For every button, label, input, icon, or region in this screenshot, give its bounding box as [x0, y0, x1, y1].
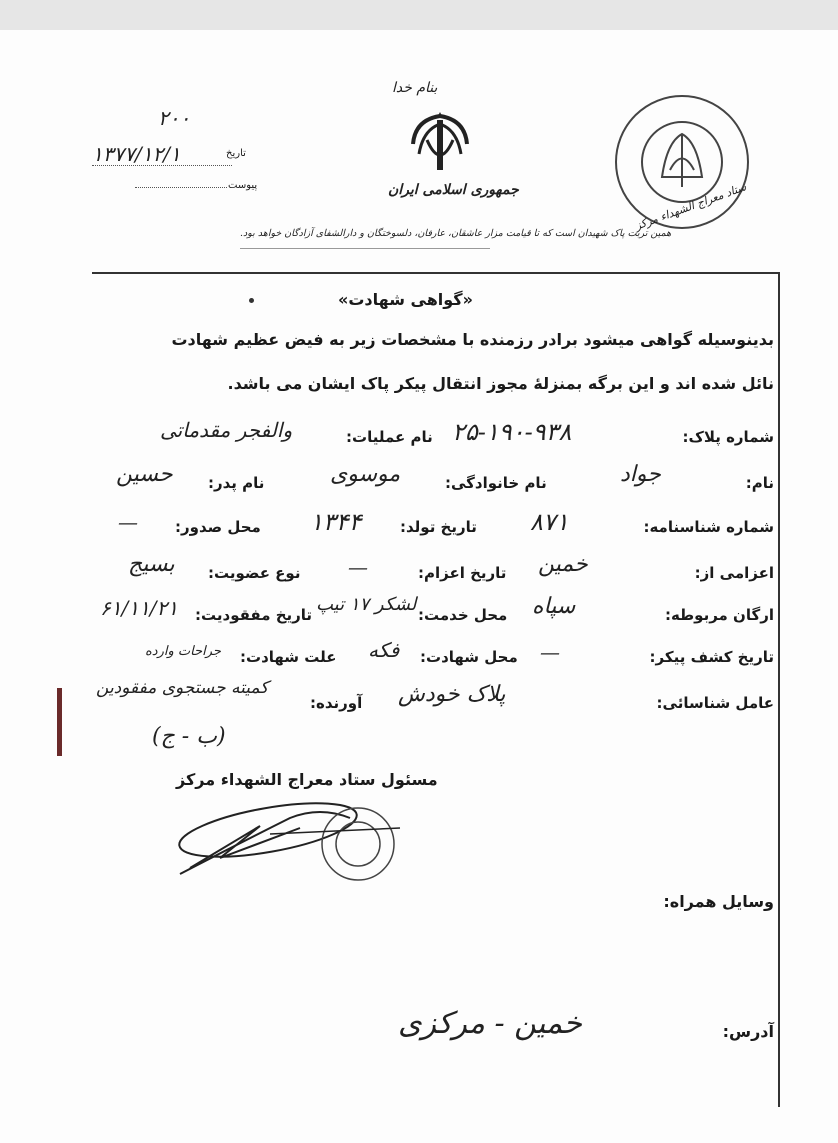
form-frame-top [92, 272, 780, 274]
motto-underline [240, 248, 490, 249]
letter-number: ۲۰۰ [158, 106, 191, 130]
intro-line-2: نائل شده اند و این برگه بمنزلهٔ مجوز انتقال پیکر پاک ایشان می باشد. [227, 374, 774, 393]
items-label: وسایل همراه: [663, 892, 774, 911]
iran-emblem-icon [405, 110, 475, 178]
found-value: — [540, 640, 560, 664]
operation-label-text: نام عملیات: [346, 428, 433, 446]
id-value: ۸۷۱ [530, 508, 569, 536]
cause-value: جراحات وارده [145, 644, 221, 659]
attachment-line [135, 187, 227, 188]
place-label: محل شهادت: [420, 648, 518, 666]
family-value: موسوی [330, 462, 401, 487]
father-label: نام پدر: [208, 474, 265, 492]
scanner-top-band [0, 0, 838, 30]
bringer-label: آورنده: [310, 694, 363, 712]
name-label: نام: [745, 474, 774, 492]
membership-value: بسیج [128, 552, 175, 577]
bringer-value: کمیته جستجوی مفقودین [96, 678, 269, 698]
decorative-dot [249, 298, 254, 303]
dispatch-date-label: تاریخ اعزام: [418, 564, 507, 582]
operation-value: والفجر مقدماتی [160, 418, 293, 442]
intro-line-1: بدینوسیله گواهی میشود برادر رزمنده با مشخصات زیر به فیض عظیم شهادت [171, 330, 774, 349]
emblem-caption: جمهوری اسلامی ایران [388, 182, 519, 198]
seal-caption: ستاد معراج الشهداء مرکز [633, 180, 748, 233]
org-value: سپاه [532, 594, 576, 619]
bismillah: بنام خدا [392, 80, 438, 96]
address-value: خمین - مرکزی [398, 1006, 582, 1041]
plate-label: شماره پلاک: [682, 428, 774, 446]
id-label: شماره شناسنامه: [643, 518, 774, 536]
place-value: فکه [368, 638, 400, 662]
cause-label: علت شهادت: [240, 648, 337, 666]
issue-label: محل صدور: [175, 518, 261, 536]
official-title: مسئول ستاد معراج الشهداء مرکز [176, 770, 438, 789]
name-value: جواد [620, 462, 661, 487]
issue-value: — [118, 510, 138, 534]
document-title: «گواهی شهادت» [338, 290, 473, 309]
org-label: ارگان مربوطه: [664, 606, 774, 624]
ident-label: عامل شناسائی: [656, 694, 774, 712]
missing-value: ۶۱/۱۱/۲۱ [100, 596, 178, 620]
birth-label: تاریخ تولد: [400, 518, 477, 536]
form-frame-right [778, 272, 780, 1107]
missing-label: تاریخ مفقودیت: [195, 606, 313, 624]
dispatch-from-label: اعزامی از: [694, 564, 774, 582]
date-label: تاریخ [226, 148, 246, 159]
date-line [92, 165, 232, 166]
attachment-label: پیوست [228, 180, 258, 191]
found-label: تاریخ کشف پیکر: [649, 648, 774, 666]
signature-stamp-icon [150, 788, 410, 888]
bringer-note: (ب - ج) [152, 724, 226, 749]
margin-mark [57, 688, 62, 756]
membership-label: نوع عضویت: [208, 564, 301, 582]
dispatch-date-value: — [348, 555, 368, 579]
ident-value: پلاک خودش [398, 682, 506, 707]
dispatch-from-value: خمین [538, 552, 588, 577]
birth-value: ۱۳۴۴ [310, 508, 362, 536]
motto-line: همین تربت پاک شهیدان است که تا قیامت مزار عاشقان، عارفان، دلسوختگان و دارالشفای آزادگان خواهد بود. [240, 228, 672, 239]
letter-date: ۱۳۷۷/۱۲/۱ [92, 142, 181, 166]
family-label: نام خانوادگی: [445, 474, 547, 492]
service-value: لشکر ۱۷ تیپ [316, 594, 417, 615]
father-value: حسین [116, 462, 173, 487]
address-label: آدرس: [722, 1022, 774, 1041]
plate-value: ۲۵-۱۹۰-۹۳۸ [452, 418, 572, 446]
service-label: محل خدمت: [418, 606, 508, 624]
